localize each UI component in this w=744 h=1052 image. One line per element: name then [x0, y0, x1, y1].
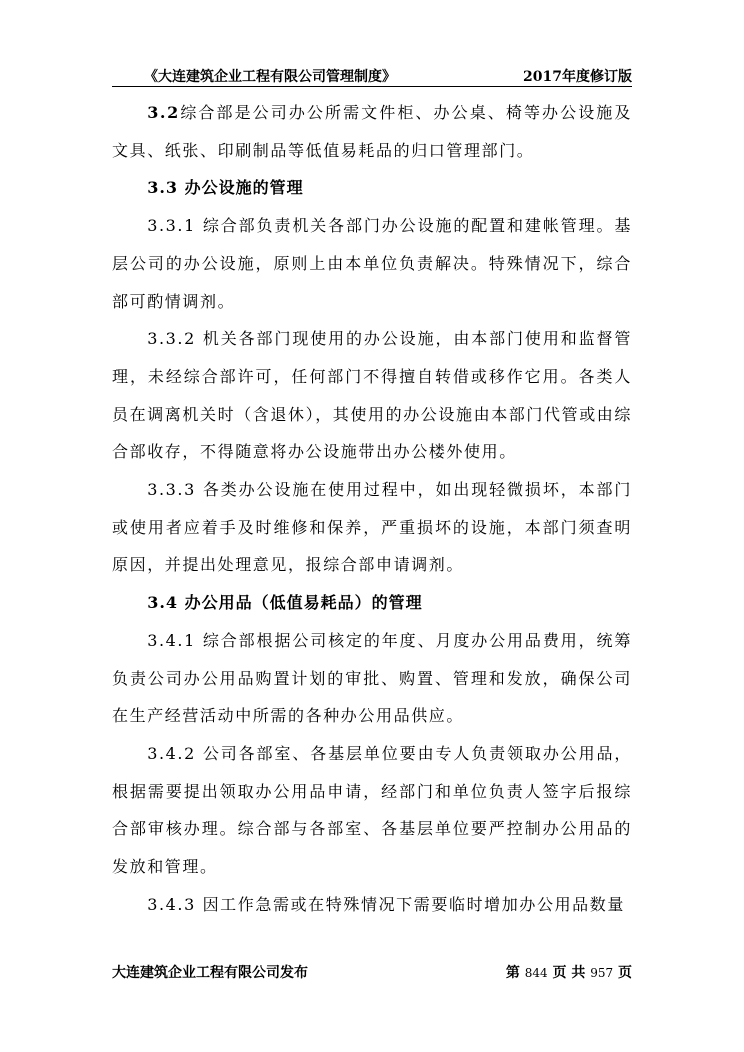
paragraph-3-3-3: 3.3.3 各类办公设施在使用过程中，如出现轻微损坏，本部门或使用者应着手及时维修和保养，严重损坏的设施，本部门须查明原因，并提出处理意见，报综合部申请调剂。	[112, 480, 632, 575]
document-title: 《大连建筑企业工程有限公司管理制度》	[144, 69, 396, 85]
section-heading-3-4: 3.4 办公用品（低值易耗品）的管理	[147, 593, 423, 613]
page-number	[506, 962, 632, 982]
paragraph-3-4-1: 3.4.1 综合部根据公司核定的年度、月度办公用品费用，统筹负责公司办公用品购置计划的审批、购置、管理和发放，确保公司在生产经营活动中所需的各种办公用品供应。	[112, 630, 632, 726]
current-page: 844	[524, 966, 548, 980]
page-mid: 页 共	[552, 965, 586, 981]
paragraph-text: 综合部是公司办公所需文件柜、办公桌、椅等办公设施及文具、纸张、印刷制品等低值易耗品的归口管理部门。	[112, 103, 632, 160]
section-heading-3-3: 3.3 办公设施的管理	[147, 178, 304, 198]
page-suffix: 页	[618, 965, 632, 981]
paragraph-3-4-2: 3.4.2 公司各部室、各基层单位要由专人负责领取办公用品，根据需要提出领取办公用品申请，经部门和单位负责人签字后报综合部审核办理。综合部与各部室、各基层单位要严控制办公用品的发放和管理。	[112, 743, 632, 877]
section-number: 3.2	[147, 103, 180, 122]
page-prefix: 第	[505, 965, 520, 981]
edition-label: 2017年度修订版	[523, 69, 632, 85]
paragraph-3-4-3: 3.4.3 因工作急需或在特殊情况下需要临时增加办公用品数量	[147, 894, 625, 914]
paragraph-3-3-2: 3.3.2 机关各部门现使用的办公设施，由本部门使用和监督管理，未经综合部许可，任何部门不得擅自转借或移作它用。各类人员在调离机关时（含退休），其使用的办公设施由本部门代管或由综合部收存，不得随意将办公设施带出办公楼外使用。	[112, 329, 633, 462]
paragraph-3-2	[112, 94, 632, 169]
paragraph-3-3-1: 3.3.1 综合部负责机关各部门办公设施的配置和建帐管理。基层公司的办公设施，原则上由本单位负责解决。特殊情况下，综合部可酌情调剂。	[112, 216, 632, 311]
page-header	[112, 66, 632, 87]
total-pages: 957	[590, 966, 614, 980]
document-body	[112, 94, 632, 923]
publisher-label: 大连建筑企业工程有限公司发布	[112, 965, 308, 981]
